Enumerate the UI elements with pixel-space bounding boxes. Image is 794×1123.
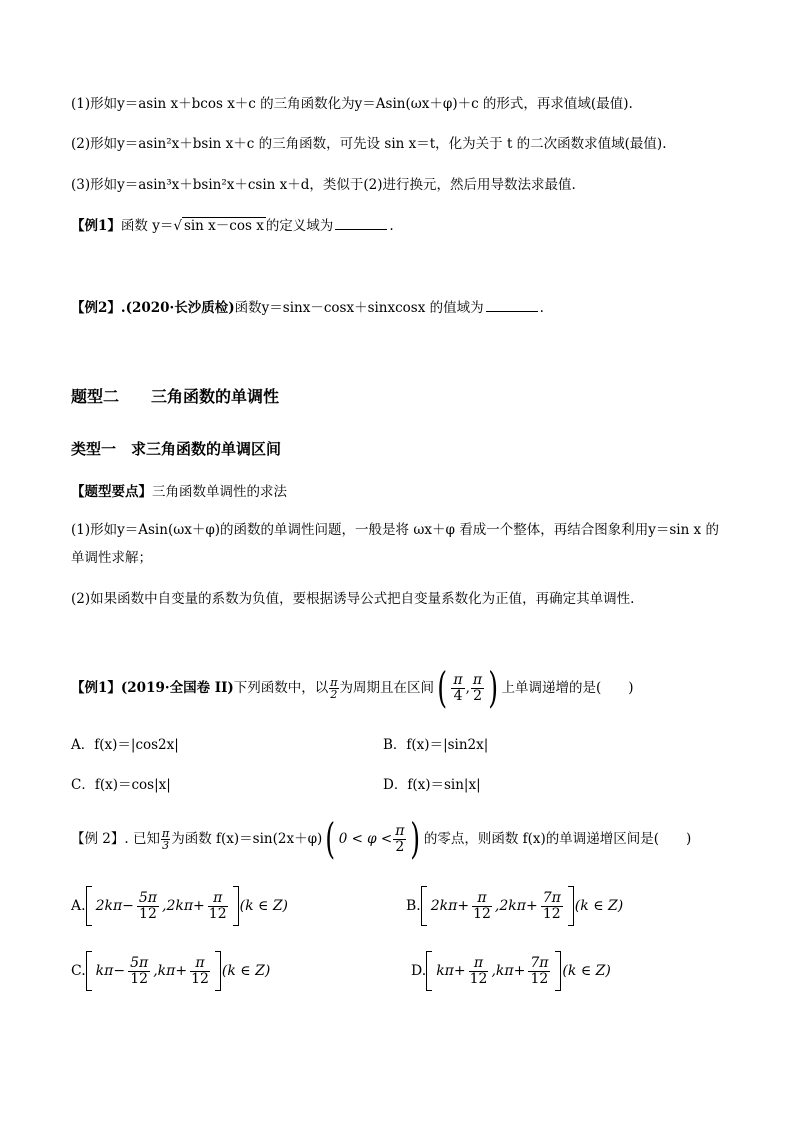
condition-fraction [393,824,406,855]
numerator: 5π [138,889,157,906]
example-text: 为周期且在区间 [339,680,435,696]
denominator: 12 [542,905,561,922]
right-paren: ) [488,663,499,712]
example-tag: 【例1】 [71,218,121,234]
numerator: π [469,956,489,972]
numerator: π [395,822,405,839]
denominator: 12 [208,905,227,922]
fraction [127,956,151,987]
interval-end [471,673,484,704]
example-text: 上单调递增的是( ) [501,680,634,696]
example-source: (2019·全国卷 II) [120,680,234,696]
interval-option-b[interactable] [406,886,624,926]
example-text: . 已知 [124,831,160,847]
answer-blank[interactable] [486,299,538,312]
numerator: π [472,891,492,907]
right-bracket [233,886,239,926]
period-fraction [329,677,338,700]
option-label: D. [411,963,427,979]
right-paren: ) [410,814,421,863]
key-points-tag: 【题型要点】 [71,484,152,500]
interval-option-a[interactable] [71,886,289,926]
example-text: 的定义域为 [265,218,334,234]
left-paren: ( [437,663,448,712]
denominator: 12 [139,905,157,922]
condition: (k ∈ Z) [239,898,289,914]
fraction [527,956,551,987]
fraction [468,956,490,987]
left-bracket [421,886,427,926]
denominator: 2 [395,838,405,855]
fraction [540,891,564,922]
condition: (k ∈ Z) [221,963,271,979]
key-point-1-line-2: 单调性求解； [71,550,152,566]
example-tag: 【例1】 [71,680,121,696]
example-text: 为函数 f(x)＝sin(2x＋φ) [171,831,323,847]
term: 2kπ+ [430,898,470,914]
key-point-2: (2)如果函数中自变量的系数为负值，要根据诱导公式把自变量系数化为正值，再确定其单调性. [71,591,635,607]
term: kπ− [95,963,126,979]
option-label: B. [406,898,421,914]
period: . [539,300,544,316]
example-source: (2020·长沙质检) [125,300,235,316]
term: ,kπ+ [491,963,526,979]
term: ,kπ+ [153,963,188,979]
example-text: 函数 y＝ [120,218,174,234]
denominator: 12 [530,970,549,987]
numerator: π [472,671,483,688]
interval-option-c[interactable] [71,951,271,991]
denominator: 3 [162,838,170,852]
option-c[interactable]: C．f(x)＝cos|x| [71,777,171,793]
denominator: 2 [330,687,338,701]
subsection-title: 类型一 求三角函数的单调区间 [71,440,282,458]
fraction [207,891,229,922]
example-tag: 【例2】. [71,300,126,316]
radicand: sin x－cos x [183,218,264,234]
comma: , [465,680,470,696]
denominator: 4 [453,687,463,704]
fraction [189,956,211,987]
denominator: 12 [191,970,209,987]
fraction [136,891,160,922]
option-a[interactable]: A．f(x)＝|cos2x| [71,737,179,753]
example-1-domain: 【例1】函数 y＝√ sin x－cos x 的定义域为 . [71,218,394,234]
option-d[interactable]: D．f(x)＝sin|x| [383,777,481,793]
denominator: 12 [473,905,491,922]
right-bracket [568,886,574,926]
numerator: 5π [130,954,149,971]
term: ,2kπ+ [162,898,205,914]
example-text: 函数y＝sinx－cosx＋sinxcosx 的值域为 [234,300,484,316]
example-tag: 【例 2】 [71,831,125,847]
method-3: (3)形如y＝asin³x＋bsin²x＋csin x＋d，类似于(2)进行换元，然后用导数法求最值. [71,177,576,193]
fraction [471,891,493,922]
numerator: π [330,675,338,689]
numerator: 7π [542,889,561,906]
example-text: 下列函数中，以 [233,680,329,696]
term: kπ+ [436,963,466,979]
example-2-monotonic [71,814,692,863]
numerator: π [161,826,170,840]
example-text: 的零点，则函数 f(x)的单调递增区间是( ) [423,831,692,847]
numerator: π [208,891,228,907]
zero-fraction [161,828,170,851]
key-points-title: 三角函数单调性的求法 [152,484,287,500]
left-bracket [86,886,92,926]
denominator: 2 [473,687,482,704]
method-2: (2)形如y＝asin²x＋bsin x＋c 的三角函数，可先设 sin x＝t，化为关于 t 的二次函数求值域(最值). [71,136,667,152]
key-points-header [71,482,287,502]
option-label: A. [71,898,86,914]
left-bracket [86,951,92,991]
denominator: 12 [469,970,488,987]
numerator: π [453,671,463,688]
method-1: (1)形如y＝asin x＋bcos x＋c 的三角函数化为y＝Asin(ωx＋φ)＋c 的形式，再求值域(最值). [71,96,633,112]
condition: (k ∈ Z) [562,963,611,979]
interval-option-d[interactable] [411,951,612,991]
option-b[interactable]: B．f(x)＝|sin2x| [383,737,489,753]
denominator: 12 [130,970,149,987]
interval-start [451,673,464,704]
term: 2kπ− [95,898,134,914]
numerator: π [190,956,210,972]
term: ,2kπ+ [494,898,538,914]
right-bracket [555,951,561,991]
numerator: 7π [530,954,549,971]
condition: (k ∈ Z) [574,898,624,914]
option-label: C. [71,963,86,979]
example-1-monotonic [71,663,634,712]
left-bracket [426,951,432,991]
section-title: 题型二 三角函数的单调性 [71,387,280,406]
period: . [389,218,394,234]
key-point-1-line-1: (1)形如y＝Asin(ωx＋φ)的函数的单调性问题，一般是将 ωx＋φ 看成一个整体，再结合图象利用y＝sin x 的 [71,522,719,538]
left-paren: ( [325,814,336,863]
phi-condition: 0 < φ < [338,831,393,847]
right-bracket [215,951,221,991]
example-2-range [71,298,544,318]
answer-blank[interactable] [335,217,387,230]
